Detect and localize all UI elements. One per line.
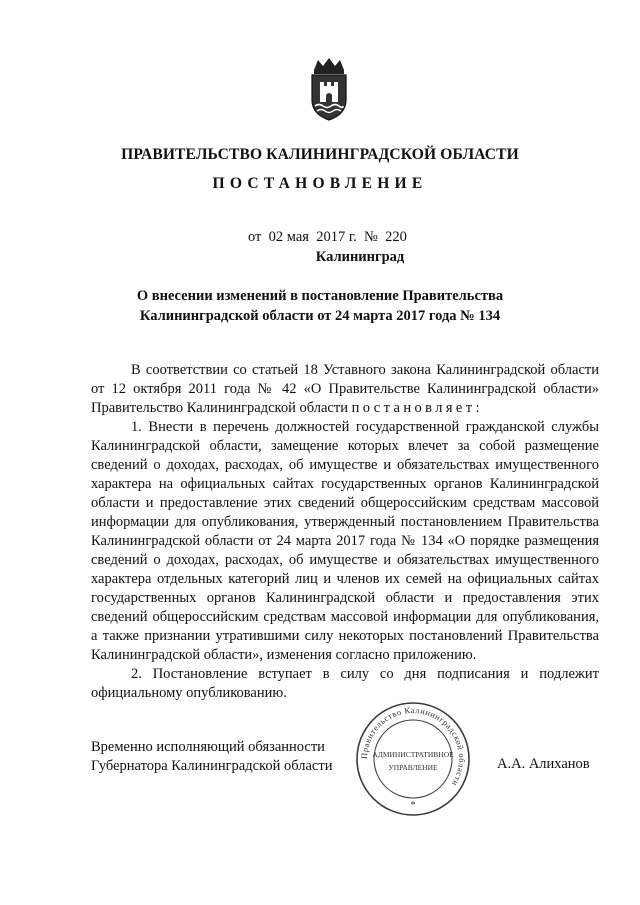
preamble-text: В соответствии со статьей 18 Уставного закона Калининградской области от 12 октября 2011 года № 42 «О Правительстве Калининградской области» Правительство Калининградской области (91, 362, 599, 416)
position-line-1: Временно исполняющий обязанности (91, 739, 325, 755)
date-month: мая (286, 229, 309, 245)
official-stamp (354, 700, 472, 818)
date-year: 2017 г. (316, 229, 357, 245)
document-number: 220 (385, 229, 407, 245)
date-day: 02 (268, 229, 284, 245)
stamp-center-line-1: АДМИНИСТРАТИВНОЕ (372, 750, 454, 759)
subject-line-2: Калининградской области от 24 марта 2017 года № 134 (139, 308, 501, 324)
stamp-star-icon: * (410, 800, 416, 811)
resolves-word: постановляет: (351, 400, 483, 416)
document-type: ПОСТАНОВЛЕНИЕ (212, 175, 428, 192)
paragraph-item-1: 1. Внести в перечень должностей государственной гражданской службы Калининградской области, замещение которых влечет за собой размещение сведений о доходах, расходах, об имуществе и обязательствах имущественного характера на официальных сайтах государственных органов Калининградской области и предоставление этих сведений общероссийским средствам массовой информации для опубликования, утвержденный постановлением Правительства Калининградской области от 24 марта 2017 года № 134 «О порядке размещения сведений о доходах, расходах, об имуществе и обязательствах имущественного характера отдельных категорий лиц и членов их семей на официальных сайтах государственных органов Калининградской области и предоставления этих сведений общероссийским средствам массовой информации для опубликования, а также признании утратившими силу некоторых постановлений Правительства Калининградской области», изменения согласно приложению. (91, 419, 599, 663)
signatory-name: А.А. Алиханов (497, 756, 590, 772)
coat-of-arms-icon (306, 56, 352, 124)
paragraph-item-2: 2. Постановление вступает в силу со дня подписания и подлежит официальному опубликованию. (91, 666, 599, 701)
subject-line-1: О внесении изменений в постановление Правительства (136, 288, 504, 304)
document-body (91, 361, 599, 703)
paragraph-preamble (91, 361, 599, 418)
date-prefix: от (248, 229, 262, 245)
city: Калининград (315, 249, 405, 265)
position-line-2: Губернатора Калининградской области (91, 758, 333, 774)
stamp-center-line-2: УПРАВЛЕНИЕ (388, 763, 438, 772)
number-sign: № (364, 229, 378, 245)
stamp-ring-text: Правительство Калининградской области (359, 705, 467, 788)
date-line (248, 229, 407, 246)
signatory-position (91, 738, 332, 776)
government-title: ПРАВИТЕЛЬСТВО КАЛИНИНГРАДСКОЙ ОБЛАСТИ (121, 146, 519, 163)
